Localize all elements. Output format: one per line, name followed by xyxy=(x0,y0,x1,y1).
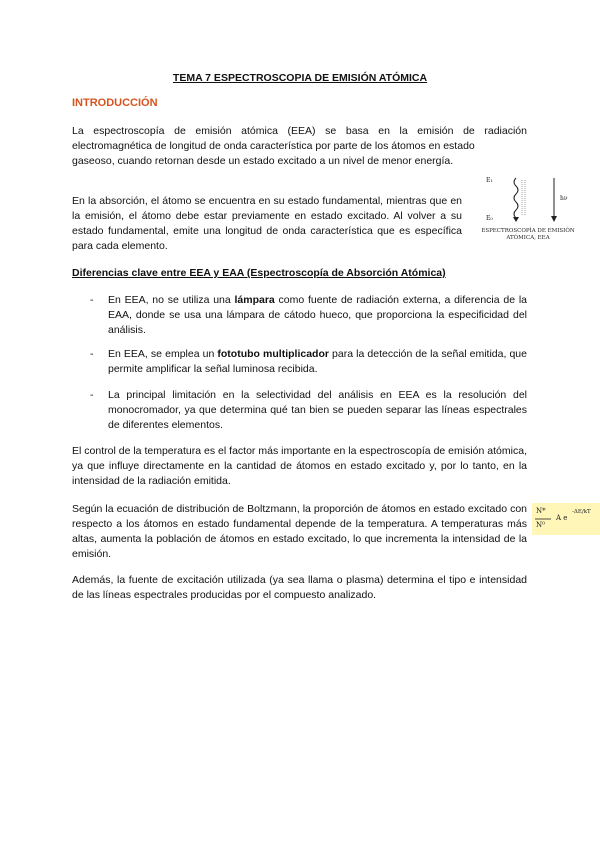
document-title: TEMA 7 ESPECTROSCOPIA DE EMISIÓN ATÓMICA xyxy=(172,72,428,84)
equation-rhs: A e xyxy=(556,514,568,522)
emission-diagram xyxy=(478,172,578,248)
wavy-arrow-head xyxy=(513,217,519,222)
caption-line-1: ESPECTROSCOPÍA DE EMISIÓN xyxy=(481,228,575,234)
intro-paragraph-2: En la absorción, el átomo se encuentra en su estado fundamental, mientras que en la emisión, el átomo debe estar previamente en estado excitado. Al volver a su estado fundamental, emite una longitud de onda característica que es específica para cada elemento. xyxy=(72,195,462,252)
intro-paragraph-1b: gaseoso, cuando retornan desde un estado excitado a un nivel de menor energía. xyxy=(72,155,454,167)
intro-heading: INTRODUCCIÓN xyxy=(72,97,158,109)
temperature-paragraph: El control de la temperatura es el factor más importante en la espectroscopía de emisión atómica, ya que influye directamente en la cantidad de átomos en estado excitado y, por lo tanto, en la intensidad de la radiación emitida. xyxy=(72,445,527,487)
wavy-arrow xyxy=(514,178,518,218)
list-item: - En EEA, no se utiliza una lámpara como fuente de radiación externa, a diferencia de la EAA, donde se usa una lámpara de cátodo hueco, que proporciona la especificidad del análisis. xyxy=(90,294,527,336)
diagram-caption xyxy=(478,228,578,242)
level-bottom-label: E₀ xyxy=(486,215,493,222)
emission-arrow-head xyxy=(551,216,557,222)
equation-denominator: N⁰ xyxy=(536,521,545,529)
energy-label: hν xyxy=(560,195,568,202)
caption-line-2: ATÓMICA, EEA xyxy=(506,235,550,241)
list-item: - En EEA, se emplea un fototubo multiplicador para la detección de la señal emitida, que permite amplificar la señal luminosa recibida. xyxy=(90,348,527,375)
boltzmann-paragraph: Según la ecuación de distribución de Boltzmann, la proporción de átomos en estado excitado con respecto a los átomos en estado fundamental depende de la temperatura. A temperaturas más altas, aumenta la población de átomos en estado excitado, lo que incrementa la intensidad de la emisión. xyxy=(72,503,527,560)
excitation-source-paragraph: Además, la fuente de excitación utilizada (ya sea llama o plasma) determina el tipo e intensidad de las líneas espectrales producidas por el compuesto analizado. xyxy=(72,574,527,601)
equation-exponent: -ΔE/kT xyxy=(572,509,591,515)
fraction-bar xyxy=(535,518,551,520)
emission-diagram-graphic xyxy=(478,172,578,228)
level-top-label: E₁ xyxy=(486,177,493,184)
boltzmann-equation xyxy=(532,503,600,535)
intro-paragraph-1a: La espectroscopía de emisión atómica (EEA) se basa en la emisión de radiación electromagnética de longitud de onda característica por parte de los átomos en estado xyxy=(72,125,527,152)
differences-heading: Diferencias clave entre EEA y EAA (Espectroscopía de Absorción Atómica) xyxy=(72,267,446,279)
equation-numerator: N* xyxy=(536,507,546,515)
list-item: - La principal limitación en la selectividad del análisis en EEA es la resolución del monocromador, ya que determina qué tan bien se pueden separar las líneas espectrales de diferentes elementos. xyxy=(90,389,527,431)
